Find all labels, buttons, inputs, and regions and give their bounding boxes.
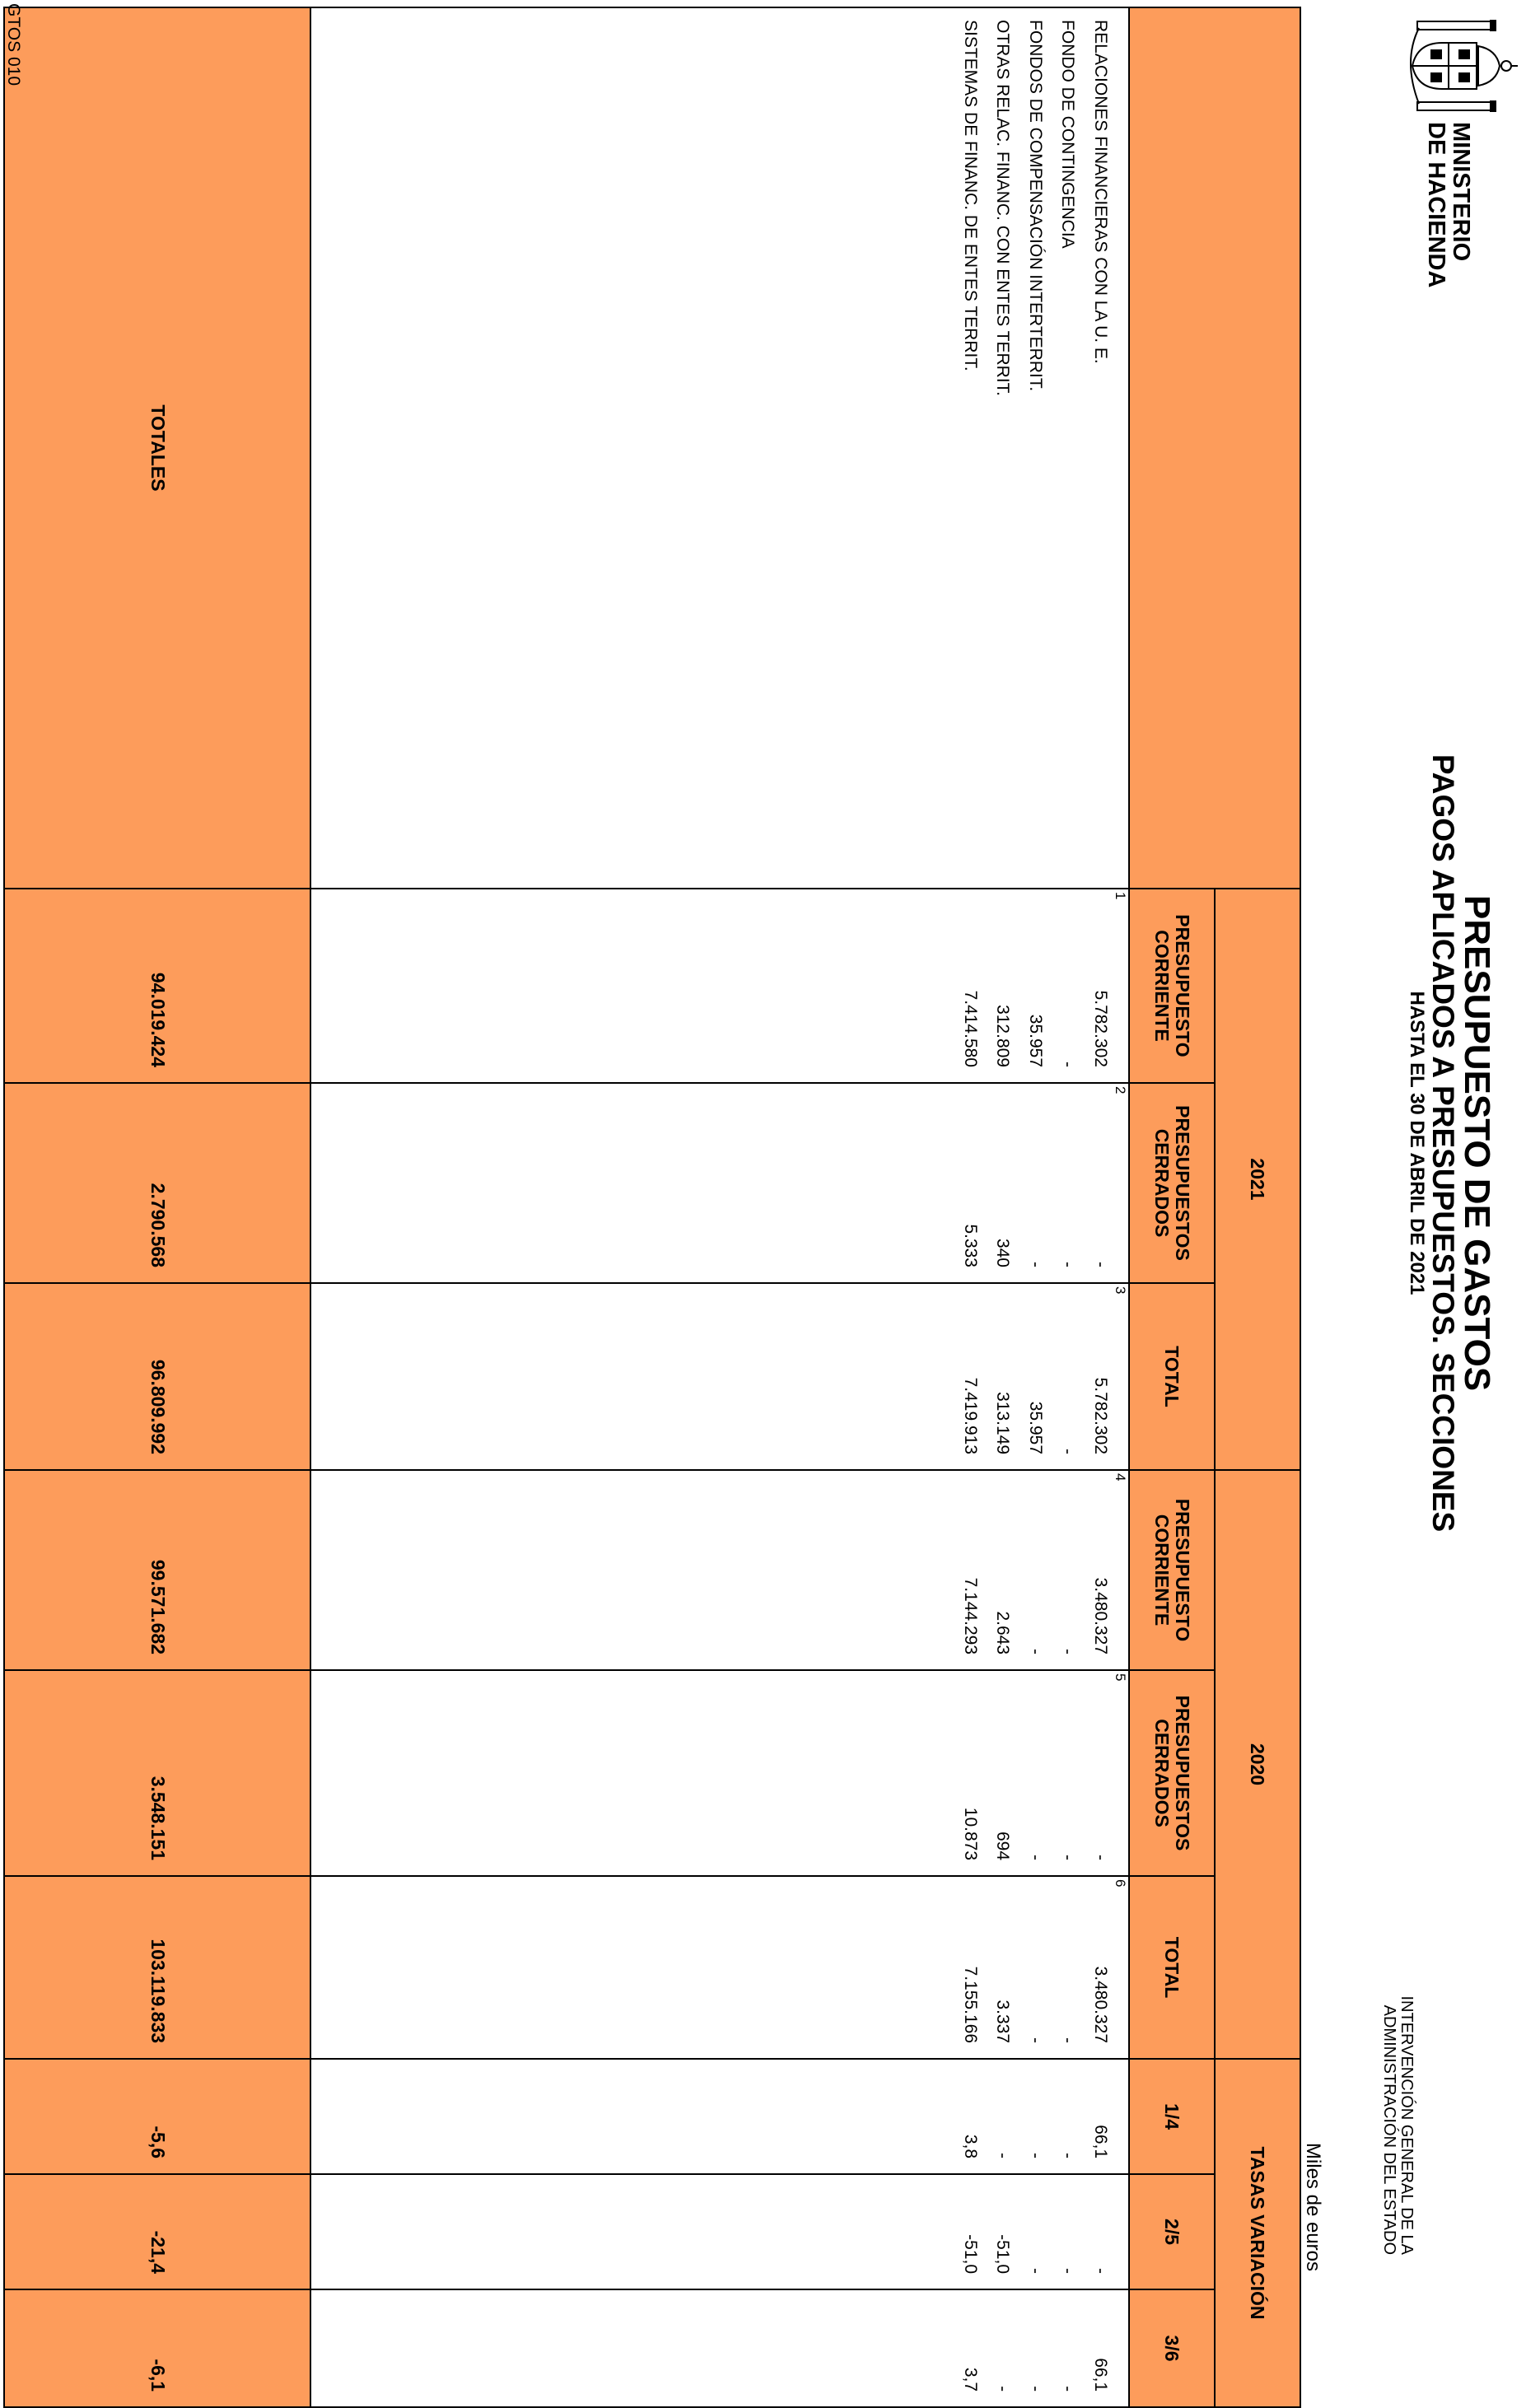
totals-label: TOTALES (4, 7, 310, 889)
cell-value: 7.144.293 (961, 1577, 980, 1655)
section-labels-cell (310, 7, 1129, 889)
col-header-rate-1-4: 1/4 (1129, 2059, 1215, 2174)
igae-line-2: ADMINISTRACIÓN DEL ESTADO (1380, 2004, 1398, 2255)
cell-value: - (1026, 2153, 1045, 2159)
row-label: FONDOS DE COMPENSACIÓN INTERTERRIT. (1026, 20, 1045, 392)
cell-value: - (1058, 1262, 1078, 1267)
total-value: 96.809.992 (4, 1283, 310, 1470)
cell-value: -51,0 (961, 2234, 980, 2275)
total-value: 94.019.424 (4, 889, 310, 1083)
col-2-values (310, 1083, 1129, 1283)
col-header-label: PRESUPUESTOS (1172, 1695, 1193, 1851)
col-header-label: TOTAL (1161, 1346, 1183, 1407)
variation-rates-header: TASAS VARIACIÓN (1215, 2059, 1300, 2407)
cell-value: 5.782.302 (1091, 1377, 1110, 1455)
total-value: -21,4 (4, 2174, 310, 2289)
group-header-row (1215, 7, 1300, 2407)
col-header-1 (1113, 889, 1215, 1083)
cell-value: 35.957 (1026, 1401, 1045, 1455)
row-label: SISTEMAS DE FINANC. DE ENTES TERRIT. (961, 20, 980, 371)
section-header-cell (1129, 7, 1300, 889)
col-5-values (310, 1670, 1129, 1876)
cell-value: - (1026, 2037, 1045, 2044)
cell-value: - (993, 2153, 1013, 2159)
units-label: Miles de euros (1302, 2142, 1324, 2271)
total-value: -6,1 (4, 2289, 310, 2407)
total-value: 2.790.568 (4, 1083, 310, 1283)
cell-value: 340 (993, 1238, 1013, 1267)
data-rows (310, 7, 1129, 2407)
row-label: FONDO DE CONTINGENCIA (1058, 20, 1078, 249)
col-header-label: PRESUPUESTO (1172, 1498, 1193, 1642)
total-value: 3.548.151 (4, 1670, 310, 1876)
col-header-2 (1113, 1083, 1215, 1283)
cell-value: 2.643 (993, 1611, 1013, 1655)
cell-value: - (1091, 1855, 1110, 1861)
col-header-label: PRESUPUESTOS (1172, 1105, 1193, 1261)
cell-value: - (1058, 2153, 1078, 2159)
payments-table (3, 7, 1301, 2408)
col-header-4 (1113, 1470, 1215, 1670)
year-2020-header: 2020 (1215, 1470, 1300, 2059)
cell-value: 66,1 (1091, 2125, 1110, 2159)
col-number: 4 (1113, 1473, 1128, 1482)
col-header-label: TOTAL (1161, 1936, 1183, 1999)
cell-value: 313.149 (993, 1392, 1013, 1455)
igae-label (1380, 1995, 1415, 2255)
cell-value: 5.333 (961, 1224, 980, 1267)
col-header-label: CERRADOS (1151, 1128, 1173, 1238)
cell-value: -51,0 (993, 2234, 1013, 2275)
cell-value: - (1026, 1262, 1045, 1267)
col-4-values (310, 1470, 1129, 1670)
cell-value: 5.782.302 (1091, 990, 1110, 1067)
report-title: PRESUPUESTO DE GASTOS (1457, 894, 1497, 1392)
cell-value: 7.419.913 (961, 1377, 980, 1455)
cell-value: - (1091, 2268, 1110, 2275)
total-value: 99.571.682 (4, 1470, 310, 1670)
cell-value: - (1091, 1262, 1110, 1267)
cell-value: 7.155.166 (961, 1966, 980, 2044)
total-value: -5,6 (4, 2059, 310, 2174)
cell-value: - (1058, 2268, 1078, 2275)
year-2021-header: 2021 (1215, 889, 1300, 1470)
igae-line-1: INTERVENCIÓN GENERAL DE LA (1398, 1995, 1416, 2255)
col-number: 6 (1113, 1879, 1128, 1888)
cell-value: - (1026, 1649, 1045, 1655)
cell-value: 35.957 (1026, 1014, 1045, 1067)
cell-value: - (1058, 1449, 1078, 1455)
report-titles (1406, 0, 1495, 2286)
cell-value: - (1058, 1649, 1078, 1655)
cell-value: 3,8 (961, 2134, 980, 2159)
cell-value: - (1058, 2386, 1078, 2392)
row-label: OTRAS RELAC. FINANC. CON ENTES TERRIT. (993, 20, 1013, 397)
cell-value: 10.873 (961, 1807, 980, 1861)
cell-value: - (1026, 2386, 1045, 2392)
cell-value: - (1058, 1855, 1078, 1861)
col-header-rate-3-6: 3/6 (1129, 2289, 1215, 2407)
row-label: RELACIONES FINANCIERAS CON LA U. E. (1091, 20, 1110, 364)
rate-3-6-values (310, 2289, 1129, 2407)
col-header-5 (1113, 1670, 1215, 1876)
col-header-label: CORRIENTE (1151, 1514, 1173, 1626)
ministry-line-2: DE HACIENDA (1423, 122, 1449, 288)
col-number: 5 (1113, 1673, 1128, 1682)
cell-value: 3.337 (993, 2000, 1013, 2044)
report-subtitle: PAGOS APLICADOS A PRESUPUESTOS. SECCIONES (1426, 754, 1460, 1533)
cell-value: 694 (993, 1831, 1013, 1861)
cell-value: 66,1 (1091, 2358, 1110, 2392)
cell-value: - (993, 2386, 1013, 2392)
col-1-values (310, 889, 1129, 1083)
cell-value: 312.809 (993, 1005, 1013, 1067)
col-header-label: PRESUPUESTO (1172, 914, 1193, 1057)
col-3-values (310, 1283, 1129, 1470)
col-header-label: CORRIENTE (1151, 930, 1173, 1042)
col-header-label: CERRADOS (1151, 1719, 1173, 1827)
rate-1-4-values (310, 2059, 1129, 2174)
cell-value: - (1058, 1062, 1078, 1067)
cell-value: 3,7 (961, 2367, 980, 2392)
report-code: GTOS 010 (4, 3, 23, 86)
rate-2-5-values (310, 2174, 1129, 2289)
total-value: 103.119.833 (4, 1876, 310, 2059)
totals-row (4, 7, 310, 2407)
col-header-rate-2-5: 2/5 (1129, 2174, 1215, 2289)
col-number: 1 (1113, 892, 1128, 900)
col-6-values (310, 1876, 1129, 2059)
col-header-3 (1113, 1283, 1215, 1470)
report-period: HASTA EL 30 DE ABRIL DE 2021 (1406, 991, 1428, 1295)
cell-value: 3.480.327 (1091, 1577, 1110, 1655)
cell-value: - (1026, 1855, 1045, 1861)
ministry-line-1: MINISTERIO (1448, 122, 1474, 262)
col-header-6 (1113, 1876, 1215, 2059)
cell-value: - (1058, 2037, 1078, 2044)
cell-value: 3.480.327 (1091, 1966, 1110, 2044)
col-number: 3 (1113, 1286, 1128, 1295)
cell-value: 7.414.580 (961, 990, 980, 1067)
cell-value: - (1026, 2268, 1045, 2275)
col-number: 2 (1113, 1086, 1128, 1094)
